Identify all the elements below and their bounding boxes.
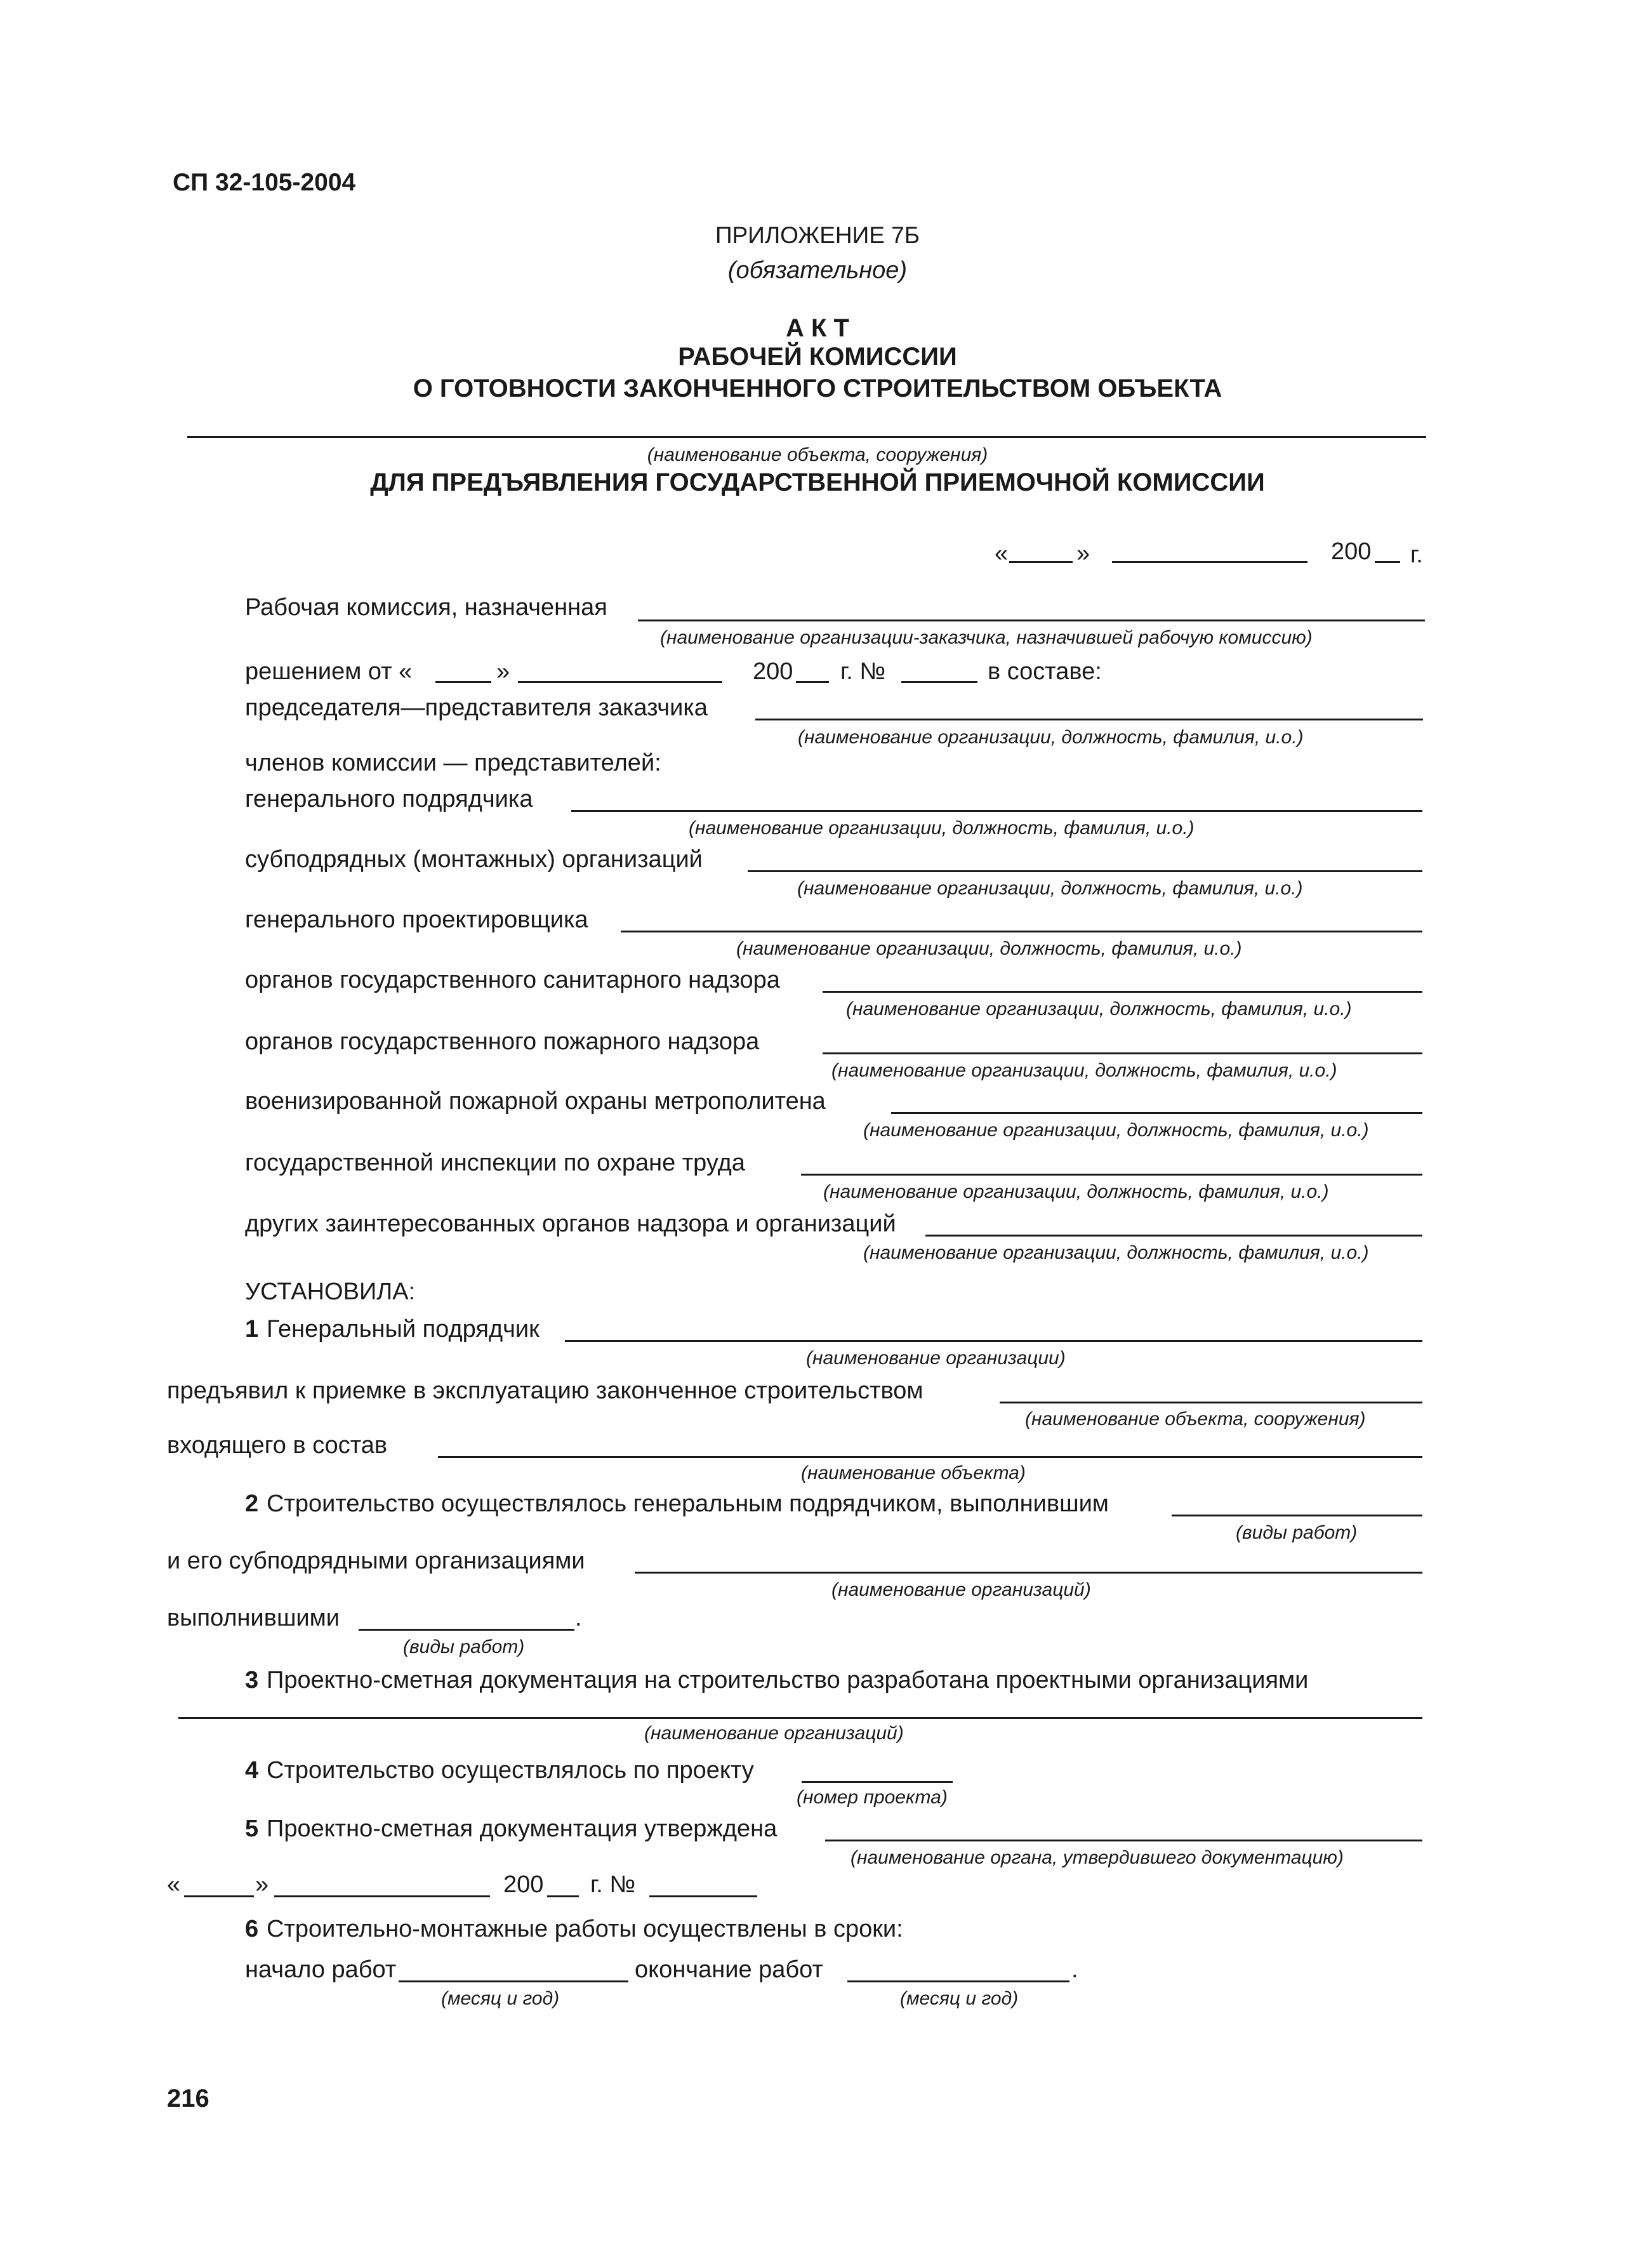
member-label-sanitary-supervision: органов государственного санитарного надзора	[245, 967, 780, 993]
act-subtitle-commission: РАБОЧЕЙ КОМИССИИ	[678, 343, 957, 371]
finding-2-number: 2	[245, 1490, 259, 1517]
finding-5-year-line	[547, 1895, 579, 1897]
member-caption-fire-supervision: (наименование организации, должность, фамилия, и.о.)	[831, 1060, 1337, 1081]
finding-2-works-line	[1172, 1515, 1422, 1516]
finding-1-part-of: входящего в состав	[167, 1432, 388, 1459]
finding-1-contractor-caption: (наименование организации)	[806, 1348, 1066, 1369]
decision-suffix: в составе:	[988, 658, 1102, 685]
document-code: СП 32-105-2004	[173, 169, 356, 196]
finding-3-caption: (наименование организаций)	[644, 1723, 904, 1744]
finding-5-month-line	[274, 1895, 490, 1897]
finding-3-orgs-line	[178, 1717, 1422, 1719]
decision-month-line	[518, 681, 722, 683]
finding-5-date-close: »	[255, 1871, 269, 1898]
finding-5-approver-line	[825, 1840, 1422, 1841]
object-name-caption: (наименование объекта, сооружения)	[647, 444, 988, 465]
chairman-caption: (наименование организации, должность, фамилия, и.о.)	[798, 727, 1304, 748]
finding-6-end-caption: (месяц и год)	[900, 1988, 1019, 2009]
finding-1-object-caption: (наименование объекта, сооружения)	[1025, 1409, 1366, 1429]
act-subtitle-readiness: О ГОТОВНОСТИ ЗАКОНЧЕННОГО СТРОИТЕЛЬСТВОМ ОБЪЕКТА	[413, 375, 1222, 402]
decision-year-prefix: 200	[753, 658, 793, 685]
finding-5-date-open: «	[167, 1871, 181, 1898]
act-title: А К Т	[786, 314, 849, 342]
member-line-labor-inspection	[801, 1174, 1422, 1176]
date-year-prefix: 200	[1331, 538, 1372, 565]
member-caption-general-contractor: (наименование организации, должность, фамилия, и.о.)	[689, 818, 1195, 839]
member-label-labor-inspection: государственной инспекции по охране труда	[245, 1150, 745, 1176]
date-year-suffix: г.	[1410, 541, 1423, 568]
page-number: 216	[167, 2085, 209, 2112]
member-caption-labor-inspection: (наименование организации, должность, фамилия, и.о.)	[823, 1181, 1329, 1202]
finding-1-object-line	[1000, 1402, 1422, 1403]
finding-2-done: выполнившими	[167, 1605, 340, 1631]
member-caption-subcontractors: (наименование организации, должность, фамилия, и.о.)	[797, 878, 1303, 899]
finding-6-end-label: окончание работ	[635, 1956, 823, 1983]
object-name-line	[187, 436, 1426, 438]
finding-2-works-caption: (виды работ)	[1236, 1522, 1358, 1543]
date-quote-open: «	[995, 540, 1009, 567]
finding-6-start-line	[399, 1980, 628, 1982]
decision-prefix: решением от «	[245, 658, 413, 685]
date-quote-close: »	[1076, 540, 1090, 567]
customer-org-line	[638, 620, 1425, 621]
customer-org-caption: (наименование организации-заказчика, назначившей рабочую комиссию)	[660, 627, 1313, 648]
decision-number-line	[901, 681, 977, 683]
member-line-sanitary-supervision	[823, 991, 1422, 993]
finding-4-caption: (номер проекта)	[797, 1787, 948, 1808]
finding-2-done-end: .	[575, 1605, 582, 1631]
finding-3-number: 3	[245, 1667, 259, 1694]
member-caption-metro-fire-guard: (наименование организации, должность, фамилия, и.о.)	[863, 1120, 1369, 1141]
finding-5-caption: (наименование органа, утвердившего документацию)	[851, 1847, 1344, 1868]
finding-2-done-caption: (виды работ)	[403, 1636, 525, 1657]
member-line-subcontractors	[748, 870, 1422, 872]
member-caption-sanitary-supervision: (наименование организации, должность, фамилия, и.о.)	[846, 998, 1352, 1019]
decision-year-line	[796, 681, 829, 683]
finding-2-sub-caption: (наименование организаций)	[831, 1579, 1091, 1600]
member-label-general-contractor: генерального подрядчика	[245, 786, 533, 812]
member-label-general-designer: генерального проектировщика	[245, 906, 588, 933]
finding-6-text: Строительно-монтажные работы осуществлены в сроки:	[267, 1916, 903, 1942]
finding-5-number: 5	[245, 1815, 259, 1842]
finding-5-day-line	[184, 1895, 254, 1897]
finding-4-text: Строительство осуществлялось по проекту	[267, 1757, 754, 1784]
finding-6-number: 6	[245, 1916, 259, 1942]
member-caption-general-designer: (наименование организации, должность, фамилия, и.о.)	[736, 938, 1242, 959]
member-caption-other-bodies: (наименование организации, должность, фамилия, и.о.)	[863, 1242, 1369, 1263]
member-line-general-contractor	[571, 810, 1422, 812]
finding-2-sub: и его субподрядными организациями	[167, 1548, 585, 1574]
finding-2-done-line	[359, 1629, 574, 1631]
finding-5-year-suffix: г. №	[590, 1871, 636, 1898]
finding-5-number-line	[649, 1895, 757, 1897]
finding-1-presented: предъявил к приемке в эксплуатацию законченное строительством	[167, 1377, 923, 1404]
finding-1-contractor-line	[565, 1340, 1422, 1342]
finding-2-text: Строительство осуществлялось генеральным подрядчиком, выполнившим	[267, 1490, 1109, 1517]
finding-1-text: Генеральный подрядчик	[267, 1316, 539, 1343]
finding-4-number: 4	[245, 1757, 259, 1784]
member-line-fire-supervision	[823, 1052, 1422, 1054]
appendix-title: ПРИЛОЖЕНИЕ 7Б	[715, 222, 920, 248]
chairman-line	[755, 719, 1423, 720]
finding-1-number: 1	[245, 1316, 259, 1343]
date-year-line	[1375, 561, 1400, 563]
decision-quote-close: »	[496, 658, 510, 685]
finding-5-text: Проектно-сметная документация утверждена	[267, 1815, 778, 1842]
member-line-metro-fire-guard	[891, 1112, 1422, 1114]
chairman-label: председателя—представителя заказчика	[245, 694, 708, 721]
finding-6-start-caption: (месяц и год)	[441, 1988, 560, 2009]
date-day-line	[1009, 561, 1073, 563]
finding-6-end-line	[847, 1980, 1069, 1982]
finding-6-end-dot: .	[1071, 1956, 1078, 1983]
appendix-status: (обязательное)	[727, 257, 908, 284]
finding-5-year-prefix: 200	[503, 1871, 544, 1898]
member-label-other-bodies: других заинтересованных органов надзора и организаций	[245, 1210, 896, 1237]
member-label-metro-fire-guard: военизированной пожарной охраны метрополитена	[245, 1088, 826, 1115]
decision-day-line	[435, 681, 491, 683]
members-label: членов комиссии — представителей:	[245, 750, 661, 776]
act-subtitle-state-commission: ДЛЯ ПРЕДЪЯВЛЕНИЯ ГОСУДАРСТВЕННОЙ ПРИЕМОЧНОЙ КОМИССИИ	[370, 468, 1265, 496]
member-label-fire-supervision: органов государственного пожарного надзора	[245, 1028, 760, 1055]
decision-year-suffix: г. №	[840, 658, 886, 685]
finding-6-start-label: начало работ	[245, 1956, 397, 1983]
commission-appointed-label: Рабочая комиссия, назначенная	[245, 594, 607, 621]
member-label-subcontractors: субподрядных (монтажных) организаций	[245, 846, 703, 873]
member-line-general-designer	[621, 931, 1422, 932]
finding-3-text: Проектно-сметная документация на строительство разработана проектными организациями	[267, 1667, 1309, 1694]
finding-1-part-line	[438, 1456, 1422, 1458]
finding-1-part-caption: (наименование объекта)	[801, 1462, 1026, 1483]
findings-heading: УСТАНОВИЛА:	[245, 1278, 416, 1305]
date-month-line	[1112, 561, 1307, 563]
member-line-other-bodies	[925, 1235, 1422, 1237]
finding-2-sub-line	[635, 1572, 1422, 1574]
finding-4-project-line	[802, 1781, 953, 1783]
